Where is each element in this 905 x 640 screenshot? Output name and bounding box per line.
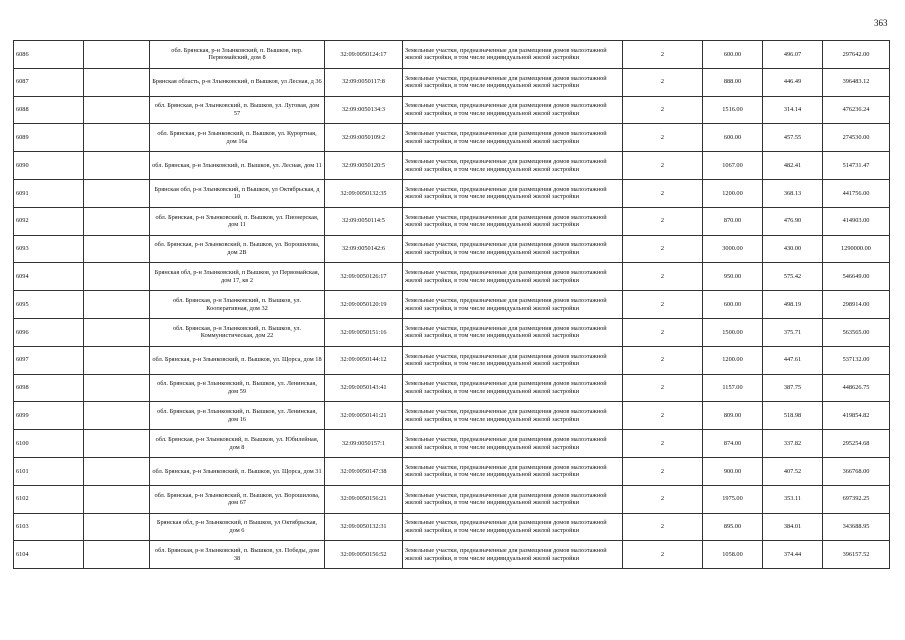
cadastral-value-cell: 563565.00 xyxy=(823,318,890,346)
row-number-cell: 6103 xyxy=(14,513,84,541)
land-use-cell: Земельные участки, предназначенные для размещения домов малоэтажной жилой застройки, в том числе индивидуальной жилой застройки xyxy=(403,124,623,152)
address-cell: Брянская обл, р-н Злынковский, п Вышков, ул Октябрьская, д 10 xyxy=(150,179,325,207)
land-use-cell: Земельные участки, предназначенные для размещения домов малоэтажной жилой застройки, в том числе индивидуальной жилой застройки xyxy=(403,346,623,374)
row-number-cell: 6087 xyxy=(14,68,84,96)
table-row xyxy=(14,457,890,485)
cadastral-number-cell: 32:09:0050126:17 xyxy=(325,263,403,291)
row-number-cell: 6102 xyxy=(14,485,84,513)
area-cell: 895.00 xyxy=(703,513,763,541)
cadastral-number-cell: 32:09:0050141:21 xyxy=(325,402,403,430)
cadastral-number-cell: 32:09:0050144:12 xyxy=(325,346,403,374)
table-row xyxy=(14,513,890,541)
land-use-cell: Земельные участки, предназначенные для размещения домов малоэтажной жилой застройки, в том числе индивидуальной жилой застройки xyxy=(403,457,623,485)
row-number-cell: 6098 xyxy=(14,374,84,402)
land-use-cell: Земельные участки, предназначенные для размещения домов малоэтажной жилой застройки, в том числе индивидуальной жилой застройки xyxy=(403,318,623,346)
category-code-cell: 2 xyxy=(623,291,703,319)
row-number-cell: 6093 xyxy=(14,235,84,263)
cadastral-value-cell: 1290000.00 xyxy=(823,235,890,263)
specific-value-cell: 482.41 xyxy=(763,152,823,180)
specific-value-cell: 447.61 xyxy=(763,346,823,374)
specific-value-cell: 353.11 xyxy=(763,485,823,513)
area-cell: 600.00 xyxy=(703,41,763,69)
table-row xyxy=(14,485,890,513)
row-number-cell: 6091 xyxy=(14,179,84,207)
table-row xyxy=(14,374,890,402)
address-cell: обл. Брянская, р-н Злынковский, п. Вышков, ул. Победы, дом 38 xyxy=(150,541,325,569)
area-cell: 900.00 xyxy=(703,457,763,485)
category-code-cell: 2 xyxy=(623,346,703,374)
specific-value-cell: 498.19 xyxy=(763,291,823,319)
area-cell: 1058.00 xyxy=(703,541,763,569)
category-code-cell: 2 xyxy=(623,152,703,180)
area-cell: 888.00 xyxy=(703,68,763,96)
land-use-cell: Земельные участки, предназначенные для размещения домов малоэтажной жилой застройки, в том числе индивидуальной жилой застройки xyxy=(403,291,623,319)
land-use-cell: Земельные участки, предназначенные для размещения домов малоэтажной жилой застройки, в том числе индивидуальной жилой застройки xyxy=(403,96,623,124)
specific-value-cell: 375.71 xyxy=(763,318,823,346)
table-row xyxy=(14,291,890,319)
cadastral-number-cell: 32:09:0050143:41 xyxy=(325,374,403,402)
table-row xyxy=(14,68,890,96)
address-cell: обл. Брянская, р-н Злынковский, п. Вышков, ул. Коммунистическая, дом 22 xyxy=(150,318,325,346)
category-code-cell: 2 xyxy=(623,402,703,430)
blank-cell xyxy=(84,207,150,235)
cadastral-number-cell: 32:09:0050156:21 xyxy=(325,485,403,513)
table-body xyxy=(14,41,890,569)
blank-cell xyxy=(84,374,150,402)
cadastral-value-cell: 537132.00 xyxy=(823,346,890,374)
blank-cell xyxy=(84,124,150,152)
cadastral-value-cell: 476236.24 xyxy=(823,96,890,124)
area-cell: 870.00 xyxy=(703,207,763,235)
cadastral-number-cell: 32:09:0050157:1 xyxy=(325,430,403,458)
row-number-cell: 6095 xyxy=(14,291,84,319)
specific-value-cell: 407.52 xyxy=(763,457,823,485)
cadastral-value-cell: 419854.82 xyxy=(823,402,890,430)
blank-cell xyxy=(84,291,150,319)
table-row xyxy=(14,41,890,69)
land-use-cell: Земельные участки, предназначенные для размещения домов малоэтажной жилой застройки, в том числе индивидуальной жилой застройки xyxy=(403,430,623,458)
address-cell: обл. Брянская, р-н Злынковский, п. Вышков, ул. Ленинская, дом 16 xyxy=(150,402,325,430)
area-cell: 1200.00 xyxy=(703,179,763,207)
cadastral-number-cell: 32:09:0050156:52 xyxy=(325,541,403,569)
blank-cell xyxy=(84,346,150,374)
cadastral-number-cell: 32:09:0050151:16 xyxy=(325,318,403,346)
specific-value-cell: 496.07 xyxy=(763,41,823,69)
area-cell: 1975.00 xyxy=(703,485,763,513)
blank-cell xyxy=(84,41,150,69)
category-code-cell: 2 xyxy=(623,263,703,291)
row-number-cell: 6094 xyxy=(14,263,84,291)
table-row xyxy=(14,152,890,180)
category-code-cell: 2 xyxy=(623,179,703,207)
category-code-cell: 2 xyxy=(623,318,703,346)
specific-value-cell: 446.49 xyxy=(763,68,823,96)
blank-cell xyxy=(84,263,150,291)
address-cell: обл. Брянская, р-н Злынковский, п. Вышков, ул. Юбилейная, дом 8 xyxy=(150,430,325,458)
cadastral-number-cell: 32:09:0050142:6 xyxy=(325,235,403,263)
address-cell: обл. Брянская, р-н Злынковский, п. Вышков, ул. Кооперативная, дом 32 xyxy=(150,291,325,319)
table-row xyxy=(14,263,890,291)
cadastral-value-cell: 297642.00 xyxy=(823,41,890,69)
specific-value-cell: 384.01 xyxy=(763,513,823,541)
address-cell: Брянская обл, р-н Злынковский, п Вышков, ул Первомайская, дом 17, кв 2 xyxy=(150,263,325,291)
land-use-cell: Земельные участки, предназначенные для размещения домов малоэтажной жилой застройки, в том числе индивидуальной жилой застройки xyxy=(403,402,623,430)
table-row xyxy=(14,124,890,152)
category-code-cell: 2 xyxy=(623,430,703,458)
land-use-cell: Земельные участки, предназначенные для размещения домов малоэтажной жилой застройки, в том числе индивидуальной жилой застройки xyxy=(403,207,623,235)
land-use-cell: Земельные участки, предназначенные для размещения домов малоэтажной жилой застройки, в том числе индивидуальной жилой застройки xyxy=(403,374,623,402)
blank-cell xyxy=(84,485,150,513)
row-number-cell: 6086 xyxy=(14,41,84,69)
cadastral-value-cell: 441756.00 xyxy=(823,179,890,207)
category-code-cell: 2 xyxy=(623,68,703,96)
address-cell: обл. Брянская, р-н Злынковский, п. Вышков, ул. Ворошилова, дом 67 xyxy=(150,485,325,513)
row-number-cell: 6096 xyxy=(14,318,84,346)
cadastral-value-cell: 546649.00 xyxy=(823,263,890,291)
blank-cell xyxy=(84,68,150,96)
cadastral-number-cell: 32:09:0050124:17 xyxy=(325,41,403,69)
address-cell: обл. Брянская, р-н Злынковский, п. Вышков, ул. Щорса, дом 18 xyxy=(150,346,325,374)
cadastral-number-cell: 32:09:0050120:19 xyxy=(325,291,403,319)
row-number-cell: 6097 xyxy=(14,346,84,374)
row-number-cell: 6088 xyxy=(14,96,84,124)
cadastral-value-cell: 298914.00 xyxy=(823,291,890,319)
category-code-cell: 2 xyxy=(623,41,703,69)
area-cell: 1157.00 xyxy=(703,374,763,402)
address-cell: обл. Брянская, р-н Злынковский, п. Вышков, ул. Луговая, дом 57 xyxy=(150,96,325,124)
specific-value-cell: 457.55 xyxy=(763,124,823,152)
cadastral-value-cell: 448626.75 xyxy=(823,374,890,402)
table-row xyxy=(14,207,890,235)
table-row xyxy=(14,96,890,124)
category-code-cell: 2 xyxy=(623,513,703,541)
cadastral-value-cell: 414903.00 xyxy=(823,207,890,235)
cadastral-value-cell: 396157.52 xyxy=(823,541,890,569)
specific-value-cell: 374.44 xyxy=(763,541,823,569)
blank-cell xyxy=(84,152,150,180)
address-cell: обл. Брянская, р-н Злынковский, п. Вышков, ул. Пионерская, дом 11 xyxy=(150,207,325,235)
cadastral-value-cell: 396483.12 xyxy=(823,68,890,96)
cadastral-value-cell: 366768.00 xyxy=(823,457,890,485)
land-use-cell: Земельные участки, предназначенные для размещения домов малоэтажной жилой застройки, в том числе индивидуальной жилой застройки xyxy=(403,179,623,207)
page-number: 363 xyxy=(874,18,888,28)
cadastral-number-cell: 32:09:0050134:3 xyxy=(325,96,403,124)
row-number-cell: 6090 xyxy=(14,152,84,180)
category-code-cell: 2 xyxy=(623,485,703,513)
table-row xyxy=(14,346,890,374)
specific-value-cell: 387.75 xyxy=(763,374,823,402)
address-cell: обл. Брянская, р-н Злынковский, п. Вышков, пер. Первомайский, дом 8 xyxy=(150,41,325,69)
blank-cell xyxy=(84,541,150,569)
cadastral-number-cell: 32:09:0050147:38 xyxy=(325,457,403,485)
table-row xyxy=(14,235,890,263)
specific-value-cell: 476.90 xyxy=(763,207,823,235)
blank-cell xyxy=(84,430,150,458)
cadastral-value-cell: 295254.68 xyxy=(823,430,890,458)
land-use-cell: Земельные участки, предназначенные для размещения домов малоэтажной жилой застройки, в том числе индивидуальной жилой застройки xyxy=(403,152,623,180)
area-cell: 809.00 xyxy=(703,402,763,430)
address-cell: Брянская обл, р-н Злынковский, п Вышков, ул Октябрьская, дом 6 xyxy=(150,513,325,541)
category-code-cell: 2 xyxy=(623,96,703,124)
blank-cell xyxy=(84,235,150,263)
table-row xyxy=(14,402,890,430)
row-number-cell: 6101 xyxy=(14,457,84,485)
address-cell: обл. Брянская, р-н Злынковский, п. Вышков, ул. Лесная, дом 11 xyxy=(150,152,325,180)
area-cell: 1500.00 xyxy=(703,318,763,346)
category-code-cell: 2 xyxy=(623,124,703,152)
land-use-cell: Земельные участки, предназначенные для размещения домов малоэтажной жилой застройки, в том числе индивидуальной жилой застройки xyxy=(403,41,623,69)
land-plots-table xyxy=(13,40,890,569)
cadastral-number-cell: 32:09:0050117:8 xyxy=(325,68,403,96)
blank-cell xyxy=(84,318,150,346)
address-cell: обл. Брянская, р-н Злынковский, п. Вышков, ул. Курортная, дом 16а xyxy=(150,124,325,152)
blank-cell xyxy=(84,457,150,485)
table-row xyxy=(14,541,890,569)
category-code-cell: 2 xyxy=(623,457,703,485)
row-number-cell: 6100 xyxy=(14,430,84,458)
blank-cell xyxy=(84,96,150,124)
specific-value-cell: 337.82 xyxy=(763,430,823,458)
area-cell: 950.00 xyxy=(703,263,763,291)
land-use-cell: Земельные участки, предназначенные для размещения домов малоэтажной жилой застройки, в том числе индивидуальной жилой застройки xyxy=(403,235,623,263)
cadastral-number-cell: 32:09:0050109:2 xyxy=(325,124,403,152)
specific-value-cell: 314.14 xyxy=(763,96,823,124)
area-cell: 1067.00 xyxy=(703,152,763,180)
blank-cell xyxy=(84,513,150,541)
cadastral-value-cell: 514731.47 xyxy=(823,152,890,180)
cadastral-value-cell: 697392.25 xyxy=(823,485,890,513)
area-cell: 3000.00 xyxy=(703,235,763,263)
table-row xyxy=(14,430,890,458)
category-code-cell: 2 xyxy=(623,541,703,569)
category-code-cell: 2 xyxy=(623,374,703,402)
area-cell: 600.00 xyxy=(703,291,763,319)
blank-cell xyxy=(84,179,150,207)
address-cell: обл. Брянская, р-н Злынковский, п. Вышков, ул. Ленинская, дом 59 xyxy=(150,374,325,402)
cadastral-number-cell: 32:09:0050132:35 xyxy=(325,179,403,207)
specific-value-cell: 368.13 xyxy=(763,179,823,207)
category-code-cell: 2 xyxy=(623,207,703,235)
row-number-cell: 6089 xyxy=(14,124,84,152)
cadastral-number-cell: 32:09:0050132:31 xyxy=(325,513,403,541)
cadastral-value-cell: 274530.00 xyxy=(823,124,890,152)
land-use-cell: Земельные участки, предназначенные для размещения домов малоэтажной жилой застройки, в том числе индивидуальной жилой застройки xyxy=(403,68,623,96)
table-row xyxy=(14,179,890,207)
specific-value-cell: 575.42 xyxy=(763,263,823,291)
address-cell: обл. Брянская, р-н Злынковский, п. Вышков, ул. Щорса, дом 31 xyxy=(150,457,325,485)
area-cell: 1516.00 xyxy=(703,96,763,124)
table-row xyxy=(14,318,890,346)
land-use-cell: Земельные участки, предназначенные для размещения домов малоэтажной жилой застройки, в том числе индивидуальной жилой застройки xyxy=(403,485,623,513)
row-number-cell: 6099 xyxy=(14,402,84,430)
cadastral-number-cell: 32:09:0050120:5 xyxy=(325,152,403,180)
land-use-cell: Земельные участки, предназначенные для размещения домов малоэтажной жилой застройки, в том числе индивидуальной жилой застройки xyxy=(403,541,623,569)
address-cell: Брянская область, р-н Злынковский, п Вышков, ул Лесная, д 36 xyxy=(150,68,325,96)
land-use-cell: Земельные участки, предназначенные для размещения домов малоэтажной жилой застройки, в том числе индивидуальной жилой застройки xyxy=(403,263,623,291)
area-cell: 1200.00 xyxy=(703,346,763,374)
row-number-cell: 6104 xyxy=(14,541,84,569)
specific-value-cell: 518.98 xyxy=(763,402,823,430)
row-number-cell: 6092 xyxy=(14,207,84,235)
address-cell: обл. Брянская, р-н Злынковский, п. Вышков, ул. Ворошилова, дом 2В xyxy=(150,235,325,263)
area-cell: 600.00 xyxy=(703,124,763,152)
cadastral-number-cell: 32:09:0050114:5 xyxy=(325,207,403,235)
specific-value-cell: 430.00 xyxy=(763,235,823,263)
area-cell: 874.00 xyxy=(703,430,763,458)
blank-cell xyxy=(84,402,150,430)
cadastral-value-cell: 343688.95 xyxy=(823,513,890,541)
land-use-cell: Земельные участки, предназначенные для размещения домов малоэтажной жилой застройки, в том числе индивидуальной жилой застройки xyxy=(403,513,623,541)
category-code-cell: 2 xyxy=(623,235,703,263)
